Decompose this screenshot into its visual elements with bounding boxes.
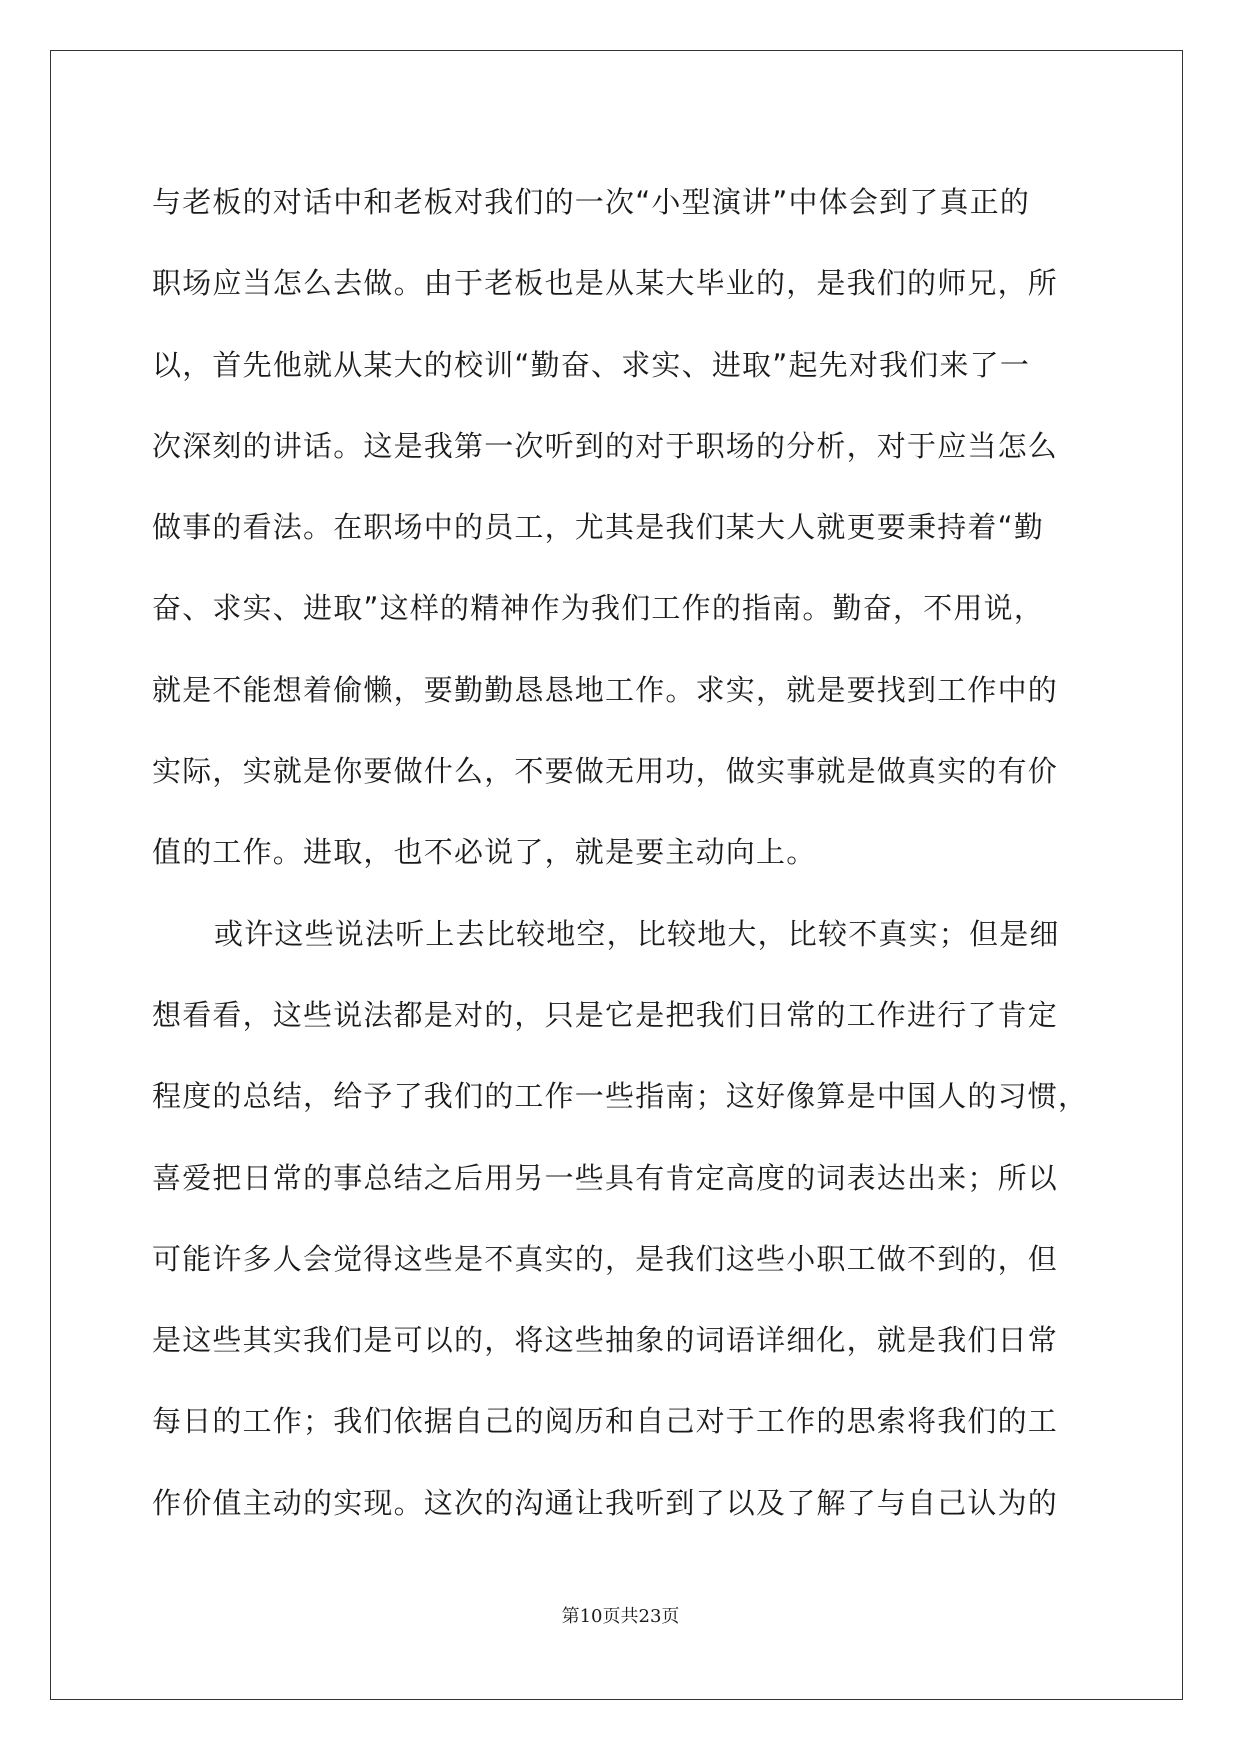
text-line: 是这些其实我们是可以的，将这些抽象的词语详细化，就是我们日常: [152, 1323, 1059, 1358]
text-line: 奋、求实、进取”这样的精神作为我们工作的指南。勤奋，不用说，: [152, 591, 1045, 626]
text-line: 与老板的对话中和老板对我们的一次“小型演讲”中体会到了真正的: [152, 185, 1031, 219]
text-line: 就是不能想着偷懒，要勤勤恳恳地工作。求实，就是要找到工作中的: [152, 672, 1059, 707]
text-line: 想看看，这些说法都是对的，只是它是把我们日常的工作进行了肯定: [152, 997, 1059, 1032]
text-line: 作价值主动的实现。这次的沟通让我听到了以及了解了与自己认为的: [152, 1485, 1059, 1520]
current-page-number: 第10页: [561, 1606, 621, 1627]
page-footer: [0, 1602, 1241, 1628]
text-line: 实际，实就是你要做什么，不要做无用功，做实事就是做真实的有价: [152, 754, 1059, 789]
text-line: 每日的工作；我们依据自己的阅历和自己对于工作的思索将我们的工: [152, 1404, 1059, 1439]
text-line: 值的工作。进取，也不必说了，就是要主动向上。: [152, 835, 817, 870]
paragraph-start-line: 或许这些说法听上去比较地空，比较地大，比较不真实；但是细: [214, 916, 1060, 951]
text-line: 次深刻的讲话。这是我第一次听到的对于职场的分析，对于应当怎么: [152, 428, 1059, 463]
text-line: 可能许多人会觉得这些是不真实的，是我们这些小职工做不到的，但: [152, 1241, 1059, 1276]
text-line: 职场应当怎么去做。由于老板也是从某大毕业的，是我们的师兄，所: [152, 266, 1059, 301]
text-line: 喜爱把日常的事总结之后用另一些具有肯定高度的词表达出来；所以: [152, 1160, 1059, 1195]
total-page-count: 共23页: [620, 1606, 680, 1627]
document-body: [152, 162, 1092, 1544]
text-line: 程度的总结，给予了我们的工作一些指南；这好像算是中国人的习惯，: [152, 1079, 1089, 1114]
text-line: 以，首先他就从某大的校训“勤奋、求实、进取”起先对我们来了一: [152, 347, 1031, 382]
text-line: 做事的看法。在职场中的员工，尤其是我们某大人就更要秉持着“勤: [152, 510, 1045, 545]
